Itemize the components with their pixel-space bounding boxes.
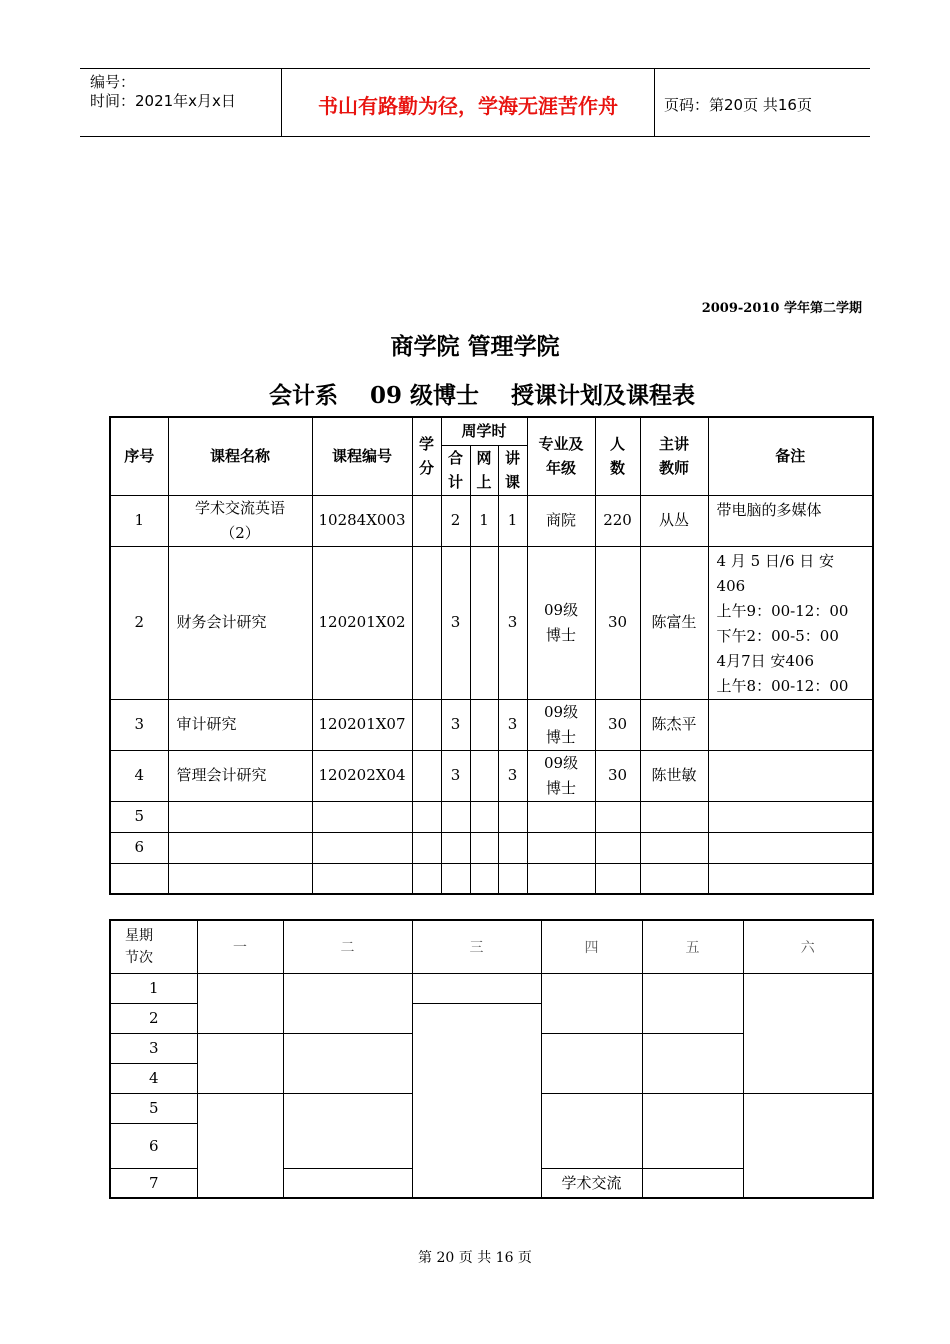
cell-credit bbox=[412, 495, 441, 546]
cell-remark bbox=[708, 832, 873, 863]
course-plan-table bbox=[109, 416, 874, 895]
slot-fri-p1-2 bbox=[642, 973, 743, 1033]
slot-mon-p5-7 bbox=[197, 1093, 283, 1198]
col-header-total: 合 计 bbox=[441, 445, 470, 495]
cell-no: 1 bbox=[110, 495, 168, 546]
cell-remark: 4 月 5 日/6 日 安 406 上午9：00-12：00 下午2：00-5：00 4月7日 安406 上午8：00-12：00 bbox=[708, 546, 873, 699]
col-header-teacher: 主讲 教师 bbox=[640, 417, 708, 495]
cell-teacher bbox=[640, 832, 708, 863]
cell-name: 学术交流英语 （2） bbox=[168, 495, 312, 546]
cell-total: 2 bbox=[441, 495, 470, 546]
cell-teacher: 从丛 bbox=[640, 495, 708, 546]
cell-name bbox=[168, 863, 312, 894]
cell-online bbox=[470, 863, 498, 894]
cell-code bbox=[312, 863, 412, 894]
cell-lecture: 1 bbox=[498, 495, 527, 546]
schedule-corner bbox=[110, 920, 197, 973]
period-row bbox=[110, 973, 873, 1003]
corner-period-label: 节次 bbox=[125, 950, 153, 966]
col-header-count: 人 数 bbox=[595, 417, 640, 495]
cell-no: 2 bbox=[110, 546, 168, 699]
table-row bbox=[110, 863, 873, 894]
period-label: 2 bbox=[110, 1003, 197, 1033]
cell-teacher bbox=[640, 863, 708, 894]
header-divider bbox=[654, 68, 655, 136]
cell-count: 220 bbox=[595, 495, 640, 546]
cell-teacher: 陈富生 bbox=[640, 546, 708, 699]
cell-remark bbox=[708, 863, 873, 894]
weekly-schedule-table bbox=[109, 919, 874, 1199]
cell-credit bbox=[412, 546, 441, 699]
cell-lecture: 3 bbox=[498, 750, 527, 801]
cell-lecture bbox=[498, 832, 527, 863]
table-row bbox=[110, 750, 873, 801]
cell-name bbox=[168, 832, 312, 863]
cell-count: 30 bbox=[595, 699, 640, 750]
cell-credit bbox=[412, 750, 441, 801]
day-header-wed: 三 bbox=[412, 920, 541, 973]
cell-online bbox=[470, 801, 498, 832]
cell-count bbox=[595, 801, 640, 832]
doc-code-label: 编号： bbox=[90, 73, 136, 91]
cell-credit bbox=[412, 801, 441, 832]
cell-online bbox=[470, 546, 498, 699]
col-header-online: 网 上 bbox=[470, 445, 498, 495]
header-row bbox=[110, 417, 873, 445]
page-footer: 第 20 页 共 16 页 bbox=[418, 1250, 532, 1266]
slot-thu-p5-6 bbox=[541, 1093, 642, 1168]
cell-no: 3 bbox=[110, 699, 168, 750]
cell-no: 6 bbox=[110, 832, 168, 863]
slot-sat-p1-4 bbox=[743, 973, 873, 1093]
cell-total: 3 bbox=[441, 546, 470, 699]
table-row bbox=[110, 699, 873, 750]
page-title: 会计系 09 级博士 授课计划及课程表 bbox=[268, 382, 696, 409]
cell-remark bbox=[708, 801, 873, 832]
cell-major bbox=[527, 801, 595, 832]
doc-time-label: 时间：2021年x月x日 bbox=[90, 92, 236, 110]
col-header-weekly-hours: 周学时 bbox=[441, 417, 527, 445]
day-header-sat: 六 bbox=[743, 920, 873, 973]
period-label: 1 bbox=[110, 973, 197, 1003]
cell-count bbox=[595, 832, 640, 863]
period-label: 6 bbox=[110, 1123, 197, 1168]
cell-credit bbox=[412, 699, 441, 750]
day-header-thu: 四 bbox=[541, 920, 642, 973]
cell-name: 财务会计研究 bbox=[168, 546, 312, 699]
day-header-fri: 五 bbox=[642, 920, 743, 973]
cell-lecture: 3 bbox=[498, 699, 527, 750]
cell-total: 3 bbox=[441, 750, 470, 801]
cell-lecture bbox=[498, 801, 527, 832]
slot-fri-p5-6 bbox=[642, 1093, 743, 1168]
cell-teacher: 陈杰平 bbox=[640, 699, 708, 750]
header-bottom-rule bbox=[80, 136, 870, 137]
slot-mon-p3-4 bbox=[197, 1033, 283, 1093]
slot-sat-p5-7 bbox=[743, 1093, 873, 1198]
col-header-credit: 学 分 bbox=[412, 417, 441, 495]
school-title: 商学院 管理学院 bbox=[390, 334, 560, 360]
cell-major: 09级 博士 bbox=[527, 546, 595, 699]
cell-credit bbox=[412, 863, 441, 894]
slot-fri-p3-4 bbox=[642, 1033, 743, 1093]
cell-online bbox=[470, 832, 498, 863]
cell-total: 3 bbox=[441, 699, 470, 750]
cell-total bbox=[441, 863, 470, 894]
cell-remark: 带电脑的多媒体 bbox=[708, 495, 873, 546]
page-info: 页码：第20页 共16页 bbox=[664, 96, 812, 114]
table-row bbox=[110, 832, 873, 863]
slot-mon-p1-2 bbox=[197, 973, 283, 1033]
cell-major: 商院 bbox=[527, 495, 595, 546]
header-top-rule bbox=[80, 68, 870, 69]
cell-code bbox=[312, 801, 412, 832]
period-label: 7 bbox=[110, 1168, 197, 1198]
slot-tue-p3-4 bbox=[283, 1033, 412, 1093]
day-header-tue: 二 bbox=[283, 920, 412, 973]
cell-remark bbox=[708, 750, 873, 801]
slot-thu-p3-4 bbox=[541, 1033, 642, 1093]
slot-thu-p1-2 bbox=[541, 973, 642, 1033]
slot-thu-p7: 学术交流 bbox=[541, 1168, 642, 1198]
period-label: 3 bbox=[110, 1033, 197, 1063]
cell-count: 30 bbox=[595, 750, 640, 801]
period-label: 4 bbox=[110, 1063, 197, 1093]
cell-major: 09级 博士 bbox=[527, 750, 595, 801]
header-motto: 书山有路勤为径，学海无涯苦作舟 bbox=[318, 94, 618, 118]
cell-lecture: 3 bbox=[498, 546, 527, 699]
col-header-remark: 备注 bbox=[708, 417, 873, 495]
term-label: 2009-2010 学年第二学期 bbox=[701, 301, 862, 316]
cell-total bbox=[441, 832, 470, 863]
cell-major bbox=[527, 863, 595, 894]
cell-code bbox=[312, 832, 412, 863]
slot-fri-p7 bbox=[642, 1168, 743, 1198]
cell-major: 09级 博士 bbox=[527, 699, 595, 750]
cell-no bbox=[110, 863, 168, 894]
cell-no: 4 bbox=[110, 750, 168, 801]
slot-tue-p1-2 bbox=[283, 973, 412, 1033]
slot-tue-p7 bbox=[283, 1168, 412, 1198]
cell-credit bbox=[412, 832, 441, 863]
table-row bbox=[110, 801, 873, 832]
cell-teacher: 陈世敏 bbox=[640, 750, 708, 801]
table-row bbox=[110, 546, 873, 699]
schedule-header-row bbox=[110, 920, 873, 973]
period-label: 5 bbox=[110, 1093, 197, 1123]
cell-count bbox=[595, 863, 640, 894]
cell-code: 120201X07 bbox=[312, 699, 412, 750]
col-header-code: 课程编号 bbox=[312, 417, 412, 495]
col-header-major: 专业及 年级 bbox=[527, 417, 595, 495]
cell-major bbox=[527, 832, 595, 863]
cell-name: 审计研究 bbox=[168, 699, 312, 750]
table-row bbox=[110, 495, 873, 546]
cell-lecture bbox=[498, 863, 527, 894]
cell-no: 5 bbox=[110, 801, 168, 832]
cell-code: 120201X02 bbox=[312, 546, 412, 699]
cell-name: 管理会计研究 bbox=[168, 750, 312, 801]
cell-count: 30 bbox=[595, 546, 640, 699]
col-header-no: 序号 bbox=[110, 417, 168, 495]
cell-remark bbox=[708, 699, 873, 750]
cell-name bbox=[168, 801, 312, 832]
slot-wed-p2-7 bbox=[412, 1003, 541, 1198]
col-header-lecture: 讲 课 bbox=[498, 445, 527, 495]
slot-wed-p1 bbox=[412, 973, 541, 1003]
cell-teacher bbox=[640, 801, 708, 832]
cell-online bbox=[470, 699, 498, 750]
cell-code: 10284X003 bbox=[312, 495, 412, 546]
cell-online bbox=[470, 750, 498, 801]
corner-weekday-label: 星期 bbox=[125, 928, 153, 944]
slot-tue-p5-6 bbox=[283, 1093, 412, 1168]
cell-code: 120202X04 bbox=[312, 750, 412, 801]
col-header-name: 课程名称 bbox=[168, 417, 312, 495]
day-header-mon: 一 bbox=[197, 920, 283, 973]
cell-online: 1 bbox=[470, 495, 498, 546]
cell-total bbox=[441, 801, 470, 832]
